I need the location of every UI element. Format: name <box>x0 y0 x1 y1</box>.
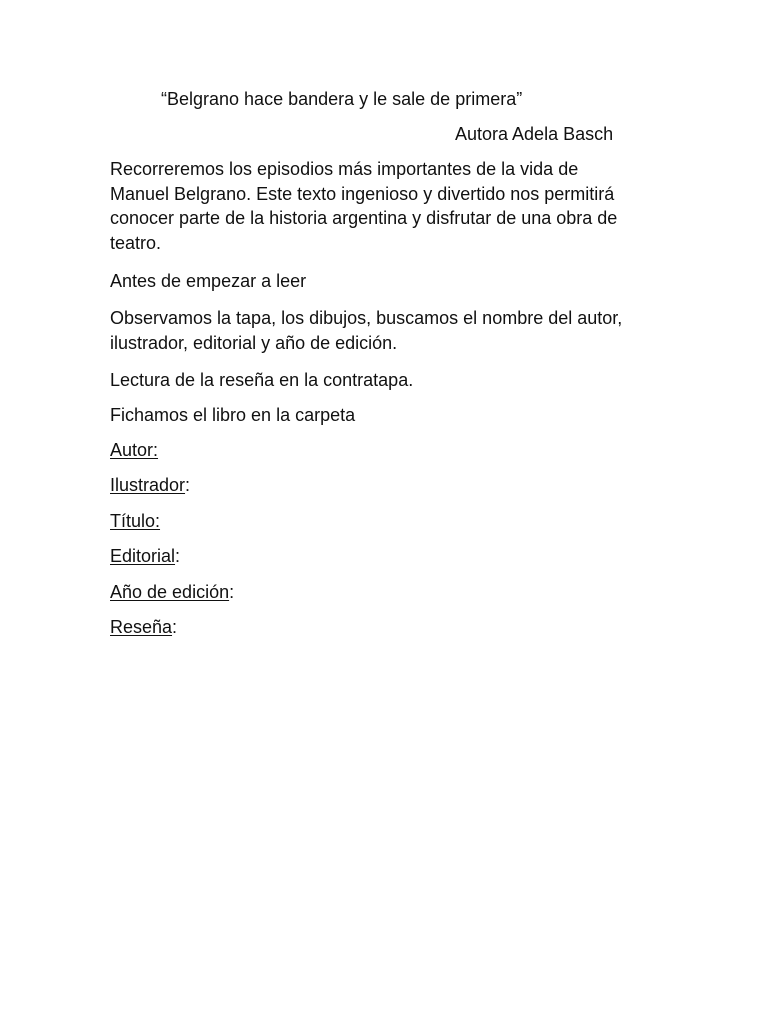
file-book-line: Fichamos el libro en la carpeta <box>110 405 356 425</box>
intro-line-4: teatro. <box>110 232 162 253</box>
review-reading-line: Lectura de la reseña en la contratapa. <box>110 370 414 390</box>
field-illustrator-label: Ilustrador <box>110 475 186 495</box>
field-author <box>110 438 158 462</box>
field-review-label: Reseña <box>110 617 173 637</box>
field-edition-year-suffix: : <box>229 582 235 602</box>
field-title <box>110 509 160 533</box>
field-edition-year <box>110 580 234 604</box>
observe-line-1: Observamos la tapa, los dibujos, buscamos el nombre del autor, <box>110 308 623 328</box>
intro-line-2: Manuel Belgrano. Este texto ingenioso y divertido nos permitirá <box>110 183 615 204</box>
field-editorial-suffix: : <box>175 546 181 566</box>
field-illustrator <box>110 473 190 497</box>
author-line: Autora Adela Basch <box>455 124 614 144</box>
field-author-label: Autor: <box>110 440 159 460</box>
intro-paragraph <box>110 157 670 255</box>
observe-line-2: ilustrador, editorial y año de edición. <box>110 332 398 353</box>
field-review <box>110 615 177 639</box>
book-title: “Belgrano hace bandera y le sale de primera” <box>161 89 523 109</box>
field-illustrator-suffix: : <box>185 475 191 495</box>
field-edition-year-label: Año de edición <box>110 582 230 602</box>
field-review-suffix: : <box>172 617 178 637</box>
field-title-label: Título: <box>110 511 161 531</box>
before-reading-heading: Antes de empezar a leer <box>110 271 307 291</box>
field-editorial-label: Editorial <box>110 546 176 566</box>
intro-line-1: Recorreremos los episodios más importantes de la vida de <box>110 159 579 179</box>
observe-paragraph <box>110 306 670 355</box>
intro-line-3: conocer parte de la historia argentina y disfrutar de una obra de <box>110 208 618 229</box>
field-editorial <box>110 544 180 568</box>
